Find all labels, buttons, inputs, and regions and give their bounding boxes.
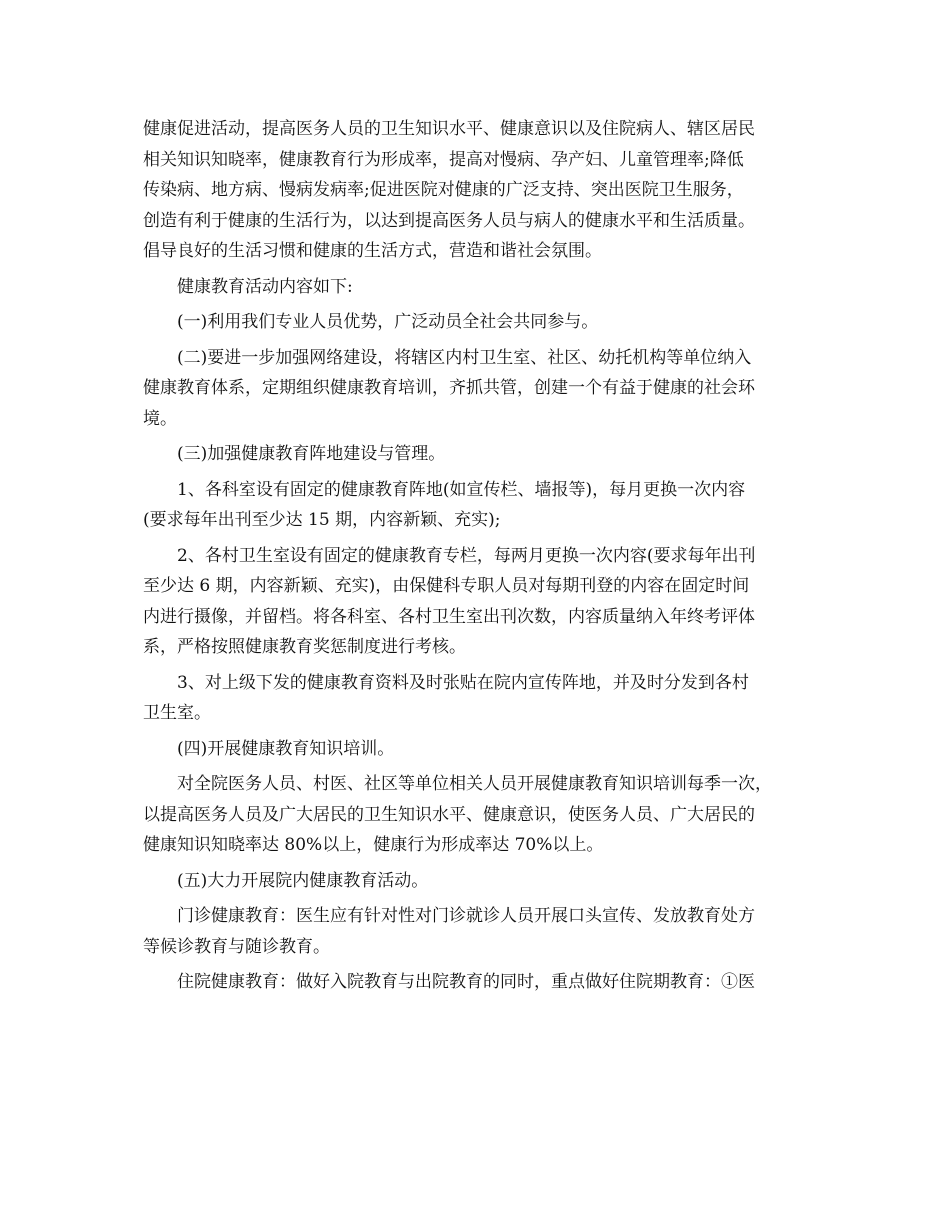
- body-line: (要求每年出刊至少达 15 期，内容新颖、充实);: [143, 510, 501, 530]
- body-line: 传染病、地方病、慢病发病率;促进医院对健康的广泛支持、突出医院卫生服务，: [143, 180, 744, 200]
- body-line: 相关知识知晓率，健康教育行为形成率，提高对慢病、孕产妇、儿童管理率;降低: [143, 149, 744, 170]
- section-intro: 健康教育活动内容如下:: [177, 276, 353, 297]
- section-heading: (四)开展健康教育知识培训。: [177, 738, 395, 759]
- document-body: [143, 114, 818, 998]
- section-heading: (二)要进一步加强网络建设，将辖区内村卫生室、社区、幼托机构等单位纳入: [177, 347, 752, 368]
- body-line: 至少达 6 期，内容新颖、充实)，由保健科专职人员对每期刊登的内容在固定时间: [143, 576, 750, 596]
- paragraph-start: 对全院医务人员、村医、社区等单位相关人员开展健康教育知识培训每季一次，: [177, 774, 772, 794]
- section-heading: (五)大力开展院内健康教育活动。: [177, 870, 429, 891]
- paragraph-start: 住院健康教育：做好入院教育与出院教育的同时，重点做好住院期教育：①医: [177, 972, 755, 992]
- body-line: 境。: [143, 408, 177, 429]
- section-heading: (三)加强健康教育阵地建设与管理。: [177, 444, 446, 464]
- body-line: 倡导良好的生活习惯和健康的生活方式，营造和谐社会氛围。: [143, 241, 602, 261]
- body-line: 卫生室。: [143, 703, 211, 723]
- list-item: 3、对上级下发的健康教育资料及时张贴在院内宣传阵地，并及时分发到各村: [177, 672, 749, 693]
- section-heading: (一)利用我们专业人员优势，广泛动员全社会共同参与。: [177, 312, 599, 332]
- body-line: 内进行摄像，并留档。将各科室、各村卫生室出刊次数，内容质量纳入年终考评体: [143, 606, 755, 627]
- body-line: 创造有利于健康的生活行为，以达到提高医务人员与病人的健康水平和生活质量。: [143, 210, 755, 231]
- list-item: 2、各村卫生室设有固定的健康教育专栏，每两月更换一次内容(要求每年出刊: [177, 545, 756, 566]
- body-line: 健康促进活动，提高医务人员的卫生知识水平、健康意识以及住院病人、辖区居民: [143, 119, 755, 139]
- body-line: 等候诊教育与随诊教育。: [143, 936, 330, 957]
- body-line: 系，严格按照健康教育奖惩制度进行考核。: [143, 637, 466, 657]
- body-line: 健康教育体系，定期组织健康教育培训，齐抓共管，创建一个有益于健康的社会环: [143, 378, 755, 398]
- list-item: 1、各科室设有固定的健康教育阵地(如宣传栏、墙报等)，每月更换一次内容: [177, 479, 746, 500]
- body-line: 健康知识知晓率达 80%以上，健康行为形成率达 70%以上。: [143, 835, 604, 855]
- paragraph-start: 门诊健康教育：医生应有针对性对门诊就诊人员开展口头宣传、发放教育处方: [177, 906, 755, 926]
- body-line: 以提高医务人员及广大居民的卫生知识水平、健康意识，使医务人员、广大居民的: [143, 804, 755, 825]
